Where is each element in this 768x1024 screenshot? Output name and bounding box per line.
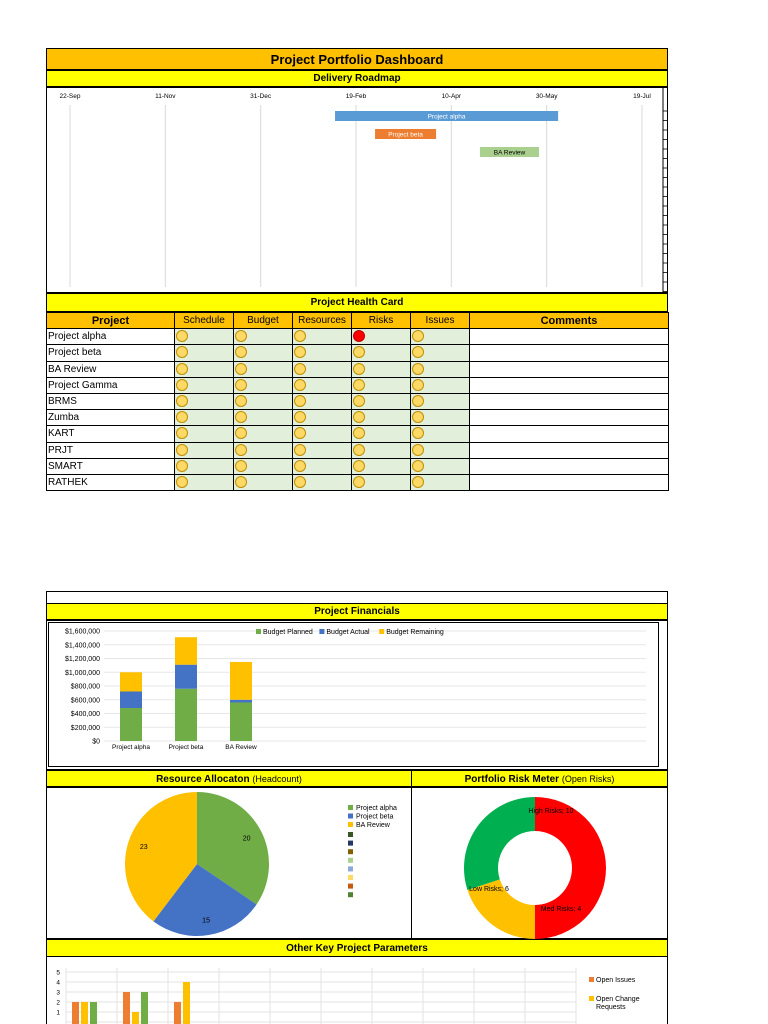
col-project: Project — [47, 313, 175, 329]
health-row — [47, 377, 669, 393]
status-cell — [234, 329, 293, 345]
status-amber-icon — [294, 460, 306, 472]
other-y-tick: 5 — [56, 969, 60, 977]
project-name: Project beta — [47, 345, 175, 361]
status-cell — [352, 377, 411, 393]
other-bar — [90, 1002, 97, 1024]
status-cell — [352, 329, 411, 345]
comment-cell — [470, 474, 669, 490]
health-title: Project Health Card — [46, 293, 668, 312]
health-header-row — [47, 313, 669, 329]
roadmap-tick-label: 11-Nov — [155, 93, 176, 100]
fin-bar-segment — [175, 637, 197, 665]
comment-cell — [470, 426, 669, 442]
pie-legend-swatch — [348, 875, 353, 880]
status-cell — [352, 474, 411, 490]
comment-cell — [470, 442, 669, 458]
other-bar — [123, 992, 130, 1024]
fin-y-tick: $1,400,000 — [64, 642, 100, 650]
health-row — [47, 361, 669, 377]
status-amber-icon — [294, 427, 306, 439]
fin-x-tick: BA Review — [225, 744, 257, 751]
status-amber-icon — [176, 379, 188, 391]
status-cell — [175, 458, 234, 474]
financials-chart — [46, 620, 668, 770]
status-cell — [234, 345, 293, 361]
project-name: BRMS — [47, 393, 175, 409]
fin-y-tick: $1,200,000 — [64, 656, 100, 663]
status-cell — [175, 345, 234, 361]
status-cell — [352, 393, 411, 409]
roadmap-tick-label: 19-Jul — [633, 93, 651, 100]
status-amber-icon — [294, 444, 306, 456]
status-amber-icon — [353, 346, 365, 358]
status-amber-icon — [412, 395, 424, 407]
other-legend-label: Requests — [596, 1004, 626, 1011]
status-cell — [411, 442, 470, 458]
other-bar — [72, 1002, 79, 1024]
risk-subtitle: (Open Risks) — [561, 774, 615, 784]
status-cell — [234, 361, 293, 377]
fin-bar-segment — [120, 708, 142, 741]
status-cell — [293, 361, 352, 377]
comment-cell — [470, 410, 669, 426]
status-amber-icon — [353, 444, 365, 456]
health-row — [47, 329, 669, 345]
roadmap-bar-label: Project alpha — [427, 113, 466, 121]
status-cell — [234, 442, 293, 458]
other-params-chart — [46, 957, 668, 1024]
fin-legend-swatch — [256, 629, 261, 634]
status-cell — [234, 458, 293, 474]
status-cell — [411, 361, 470, 377]
status-amber-icon — [353, 476, 365, 488]
status-cell — [411, 458, 470, 474]
status-cell — [411, 426, 470, 442]
health-row — [47, 458, 669, 474]
fin-legend-swatch — [319, 629, 324, 634]
financials-title: Project Financials — [46, 603, 668, 620]
status-amber-icon — [294, 330, 306, 342]
other-legend-swatch — [589, 996, 594, 1001]
fin-y-tick: $800,000 — [70, 683, 100, 691]
roadmap-bar-label: Project beta — [388, 131, 423, 139]
pie-data-label: 15 — [202, 917, 210, 925]
status-amber-icon — [176, 427, 188, 439]
fin-x-tick: Project alpha — [112, 744, 150, 751]
status-amber-icon — [294, 411, 306, 423]
roadmap-tick-label: 31-Dec — [250, 93, 272, 100]
fin-legend-label: Budget Planned — [263, 629, 313, 636]
other-bar — [81, 1002, 88, 1024]
status-amber-icon — [294, 476, 306, 488]
pie-legend-swatch — [348, 849, 353, 854]
status-amber-icon — [176, 363, 188, 375]
col-risks: Risks — [352, 313, 411, 329]
risk-donut-chart — [411, 787, 668, 939]
status-cell — [293, 442, 352, 458]
project-name: KART — [47, 426, 175, 442]
status-cell — [175, 442, 234, 458]
fin-bar-segment — [120, 692, 142, 709]
roadmap-tick-label: 30-May — [535, 93, 558, 100]
status-cell — [175, 410, 234, 426]
status-cell — [175, 361, 234, 377]
status-amber-icon — [412, 444, 424, 456]
status-cell — [411, 393, 470, 409]
comment-cell — [470, 329, 669, 345]
status-amber-icon — [412, 363, 424, 375]
other-bar — [141, 992, 148, 1024]
other-y-tick: 4 — [56, 979, 60, 987]
col-schedule: Schedule — [175, 313, 234, 329]
status-amber-icon — [176, 330, 188, 342]
status-amber-icon — [294, 363, 306, 375]
other-y-tick: 1 — [56, 1009, 60, 1017]
fin-legend-swatch — [379, 629, 384, 634]
pie-data-label: 23 — [139, 844, 148, 852]
roadmap-tick-label: 22-Sep — [59, 93, 81, 100]
status-cell — [293, 410, 352, 426]
pie-legend-swatch — [348, 814, 353, 819]
project-name: Project Gamma — [47, 377, 175, 393]
status-amber-icon — [235, 460, 247, 472]
fin-bar-segment — [230, 700, 252, 703]
health-table — [46, 312, 669, 491]
pie-legend-swatch — [348, 841, 353, 846]
status-red-icon — [353, 330, 365, 342]
fin-x-tick: Project beta — [168, 744, 204, 751]
other-title: Other Key Project Parameters — [46, 939, 668, 957]
status-amber-icon — [412, 330, 424, 342]
status-cell — [411, 410, 470, 426]
donut-data-label: Low Risks; 6 — [469, 886, 509, 893]
resource-subtitle: (Headcount) — [252, 774, 302, 784]
fin-bar-segment — [175, 689, 197, 741]
fin-y-tick: $0 — [92, 738, 100, 746]
status-cell — [175, 474, 234, 490]
col-budget: Budget — [234, 313, 293, 329]
other-legend-swatch — [589, 977, 594, 982]
status-amber-icon — [235, 411, 247, 423]
resource-title — [46, 770, 412, 787]
col-issues: Issues — [411, 313, 470, 329]
status-cell — [293, 345, 352, 361]
comment-cell — [470, 458, 669, 474]
status-amber-icon — [294, 395, 306, 407]
status-amber-icon — [412, 476, 424, 488]
pie-legend-label: BA Review — [356, 822, 390, 829]
status-amber-icon — [294, 346, 306, 358]
status-amber-icon — [412, 346, 424, 358]
project-name: RATHEK — [47, 474, 175, 490]
other-bar — [174, 1002, 181, 1024]
fin-bar-segment — [230, 703, 252, 742]
fin-y-tick: $600,000 — [70, 697, 100, 705]
status-cell — [411, 345, 470, 361]
status-cell — [352, 442, 411, 458]
health-row — [47, 410, 669, 426]
other-legend-label: Open Issues — [596, 977, 636, 984]
status-cell — [411, 474, 470, 490]
status-amber-icon — [176, 444, 188, 456]
status-amber-icon — [235, 476, 247, 488]
status-amber-icon — [412, 379, 424, 391]
other-bar — [132, 1012, 139, 1024]
status-cell — [293, 426, 352, 442]
comment-cell — [470, 393, 669, 409]
status-cell — [352, 458, 411, 474]
status-cell — [352, 426, 411, 442]
risk-title — [411, 770, 668, 787]
pie-legend-label: Project beta — [356, 813, 394, 821]
col-comments: Comments — [470, 313, 669, 329]
health-row — [47, 442, 669, 458]
status-cell — [175, 426, 234, 442]
roadmap-tick-label: 10-Apr — [441, 93, 462, 100]
status-cell — [411, 329, 470, 345]
status-amber-icon — [235, 444, 247, 456]
status-cell — [234, 393, 293, 409]
project-name: Zumba — [47, 410, 175, 426]
resource-pie-chart — [46, 787, 412, 939]
fin-y-tick: $1,000,000 — [64, 669, 100, 677]
status-amber-icon — [176, 395, 188, 407]
status-cell — [234, 474, 293, 490]
status-cell — [293, 329, 352, 345]
status-amber-icon — [235, 379, 247, 391]
col-resources: Resources — [293, 313, 352, 329]
pie-data-label: 20 — [242, 835, 251, 843]
status-cell — [293, 458, 352, 474]
pie-legend-swatch — [348, 805, 353, 810]
fin-bar-segment — [120, 672, 142, 691]
status-amber-icon — [353, 427, 365, 439]
status-cell — [293, 474, 352, 490]
roadmap-bar-label: BA Review — [493, 149, 526, 157]
status-amber-icon — [176, 460, 188, 472]
status-amber-icon — [176, 411, 188, 423]
status-amber-icon — [235, 363, 247, 375]
status-amber-icon — [235, 330, 247, 342]
other-y-tick: 2 — [56, 999, 60, 1007]
status-amber-icon — [353, 411, 365, 423]
fin-legend-label: Budget Remaining — [386, 629, 444, 636]
status-amber-icon — [353, 460, 365, 472]
pie-legend-swatch — [348, 892, 353, 897]
comment-cell — [470, 345, 669, 361]
pie-legend-swatch — [348, 832, 353, 837]
comment-cell — [470, 377, 669, 393]
roadmap-chart — [46, 87, 668, 293]
other-legend-label: Open Change — [596, 996, 640, 1003]
donut-data-label: Med Risks; 4 — [540, 906, 582, 913]
status-amber-icon — [412, 460, 424, 472]
other-y-tick: 3 — [56, 989, 60, 997]
comment-cell — [470, 361, 669, 377]
status-cell — [234, 426, 293, 442]
status-cell — [352, 410, 411, 426]
status-amber-icon — [176, 346, 188, 358]
status-amber-icon — [353, 379, 365, 391]
health-row — [47, 426, 669, 442]
fin-bar-segment — [230, 662, 252, 700]
status-amber-icon — [353, 363, 365, 375]
pie-legend-swatch — [348, 884, 353, 889]
status-amber-icon — [176, 476, 188, 488]
other-bar — [183, 982, 190, 1024]
health-row — [47, 393, 669, 409]
fin-y-tick: $400,000 — [70, 711, 100, 718]
project-name: PRJT — [47, 442, 175, 458]
donut-data-label: High Risks; 10 — [528, 808, 574, 815]
fin-y-tick: $200,000 — [70, 724, 100, 732]
pie-legend-swatch — [348, 858, 353, 863]
status-cell — [175, 329, 234, 345]
health-row — [47, 345, 669, 361]
pie-legend-label: Project alpha — [356, 805, 397, 812]
status-cell — [411, 377, 470, 393]
project-name: SMART — [47, 458, 175, 474]
status-cell — [234, 377, 293, 393]
status-cell — [175, 377, 234, 393]
status-amber-icon — [412, 411, 424, 423]
fin-legend-label: Budget Actual — [326, 629, 370, 636]
status-amber-icon — [294, 379, 306, 391]
pie-legend-swatch — [348, 866, 353, 871]
status-amber-icon — [235, 395, 247, 407]
status-cell — [175, 393, 234, 409]
status-cell — [352, 345, 411, 361]
pie-legend-swatch — [348, 822, 353, 827]
project-name: BA Review — [47, 361, 175, 377]
status-cell — [234, 410, 293, 426]
risk-title-text: Portfolio Risk Meter — [464, 774, 560, 785]
dashboard-title: Project Portfolio Dashboard — [46, 48, 668, 70]
roadmap-tick-label: 19-Feb — [345, 93, 367, 100]
status-amber-icon — [235, 427, 247, 439]
health-row — [47, 474, 669, 490]
status-amber-icon — [412, 427, 424, 439]
roadmap-title: Delivery Roadmap — [46, 70, 668, 87]
fin-bar-segment — [175, 665, 197, 689]
status-amber-icon — [235, 346, 247, 358]
status-cell — [352, 361, 411, 377]
resource-title-text: Resource Allocaton — [156, 774, 250, 785]
status-cell — [293, 377, 352, 393]
project-name: Project alpha — [47, 329, 175, 345]
status-amber-icon — [353, 395, 365, 407]
fin-y-tick: $1,600,000 — [64, 628, 100, 636]
status-cell — [293, 393, 352, 409]
